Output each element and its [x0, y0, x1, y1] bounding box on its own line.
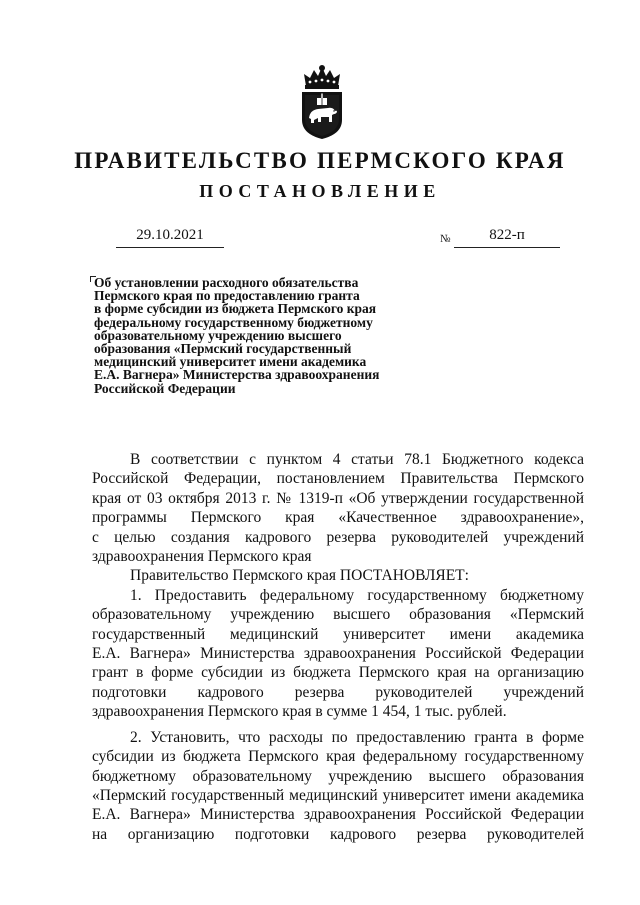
body-line: края от 03 октября 2013 г. № 1319-п «Об утверждении государственной — [92, 489, 584, 507]
body-line: образовательному учреждению высшего образования «Пермский — [92, 606, 584, 624]
body-line: 1. Предоставить федеральному государственному бюджетному — [130, 586, 584, 604]
subject-line: образовательному учреждению высшего — [94, 327, 342, 343]
crown-icon — [304, 65, 340, 89]
number-sign: № — [440, 233, 451, 245]
document-body — [92, 450, 584, 844]
body-line: государственный медицинский университет имени академика — [92, 625, 584, 643]
body-line: Е.А. Вагнера» Министерства здравоохранения Российской Федерации — [92, 806, 584, 824]
resolves-statement: Правительство Пермского края ПОСТАНОВЛЯЕТ: — [130, 567, 469, 585]
subject-line: Пермского края по предоставлению гранта — [94, 288, 360, 304]
body-line: подготовки кадрового резерва руководителей учреждений — [92, 683, 584, 701]
subject-line: образования «Пермский государственный — [94, 341, 352, 357]
document-date: 29.10.2021 — [116, 226, 224, 248]
body-line: В соответствии с пунктом 4 статьи 78.1 Бюджетного кодекса — [130, 451, 584, 468]
body-line: грант в форме субсидии из бюджета Пермского края на организацию — [92, 664, 584, 682]
subject-line: медицинский университет имени академика — [94, 354, 367, 370]
government-title: ПРАВИТЕЛЬСТВО ПЕРМСКОГО КРАЯ — [74, 148, 566, 173]
body-line: бюджетному образовательному учреждению высшего образования — [92, 767, 584, 785]
coat-of-arms-emblem — [296, 62, 348, 140]
body-line: программы Пермского края «Качественное здравоохранение», — [92, 509, 584, 527]
subject-line: в форме субсидии из бюджета Пермского края — [94, 301, 377, 317]
subject-line: Об установлении расходного обязательства — [94, 275, 359, 290]
body-line: на организацию подготовки кадрового резерва руководителей — [92, 825, 584, 843]
subject-line: Е.А. Вагнера» Министерства здравоохранения — [94, 367, 380, 383]
body-line: Российской Федерации, постановлением Правительства Пермского — [92, 470, 584, 488]
body-line: здравоохранения Пермского края в сумме 1 454, 1 тыс. рублей. — [92, 703, 507, 721]
body-line: с целью создания кадрового резерва руководителей учреждений — [92, 528, 584, 546]
body-line: Е.А. Вагнера» Министерства здравоохранения Российской Федерации — [92, 645, 584, 663]
subject-line: Российской Федерации — [94, 380, 236, 396]
body-line: здравоохранения Пермского края — [92, 548, 312, 566]
body-line: 2. Установить, что расходы по предоставлению гранта в форме — [130, 728, 584, 746]
body-line: «Пермский государственный медицинский университет имени академика — [92, 786, 584, 804]
document-type-heading: ПОСТАНОВЛЕНИЕ — [199, 181, 441, 201]
body-line: субсидии из бюджета Пермского края федеральному государственному — [92, 748, 584, 766]
document-subject — [94, 276, 434, 395]
document-number: 822-п — [454, 226, 560, 248]
subject-line: федеральному государственному бюджетному — [94, 314, 373, 330]
